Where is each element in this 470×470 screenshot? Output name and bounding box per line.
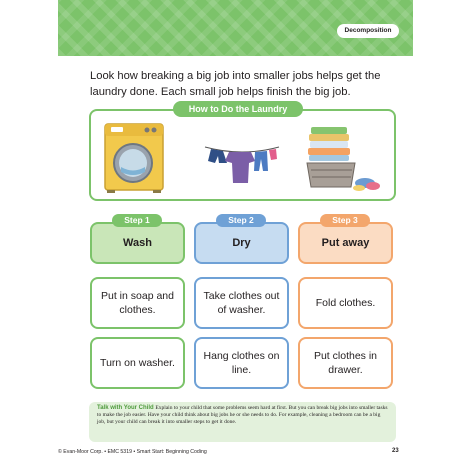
talk-text: Explain to your child that some problems seem hard at first. But you can break big jobs into smaller tasks to make the job easier. Have your child think about big jobs he or she needs to do. For example, cleaning a bedroom can be a big job, but your child can break it into smaller steps to get it done. <box>97 405 388 425</box>
clothesline-icon <box>203 137 281 187</box>
step-1-task-1: Put in soap and clothes. <box>90 277 185 329</box>
step-2-title: Dry <box>232 237 251 249</box>
step-2-task-1: Take clothes out of washer. <box>194 277 289 329</box>
washing-machine-icon <box>103 122 165 194</box>
laundry-title: How to Do the Laundry <box>173 101 303 117</box>
step-3-header <box>298 222 393 264</box>
step-1-label: Step 1 <box>112 214 162 227</box>
folded-clothes-basket-icon <box>303 123 383 193</box>
topic-tag: Decomposition <box>337 24 399 38</box>
step-3-task-1: Fold clothes. <box>298 277 393 329</box>
step-1-task-2: Turn on washer. <box>90 337 185 389</box>
step-2-task-2: Hang clothes on line. <box>194 337 289 389</box>
intro-text: Look how breaking a big job into smaller jobs helps get the laundry done. Each small job helps finish the big job. <box>90 70 381 98</box>
step-1-title: Wash <box>123 237 152 249</box>
page-number: 23 <box>392 448 399 454</box>
step-3-title: Put away <box>321 237 370 249</box>
step-1-header <box>90 222 185 264</box>
footer-credit: © Evan-Moor Corp. • EMC 5319 • Smart Start: Beginning Coding <box>58 449 207 455</box>
talk-with-child-box <box>89 402 396 442</box>
step-3-task-2: Put clothes in drawer. <box>298 337 393 389</box>
step-2-header <box>194 222 289 264</box>
talk-label: Talk with Your Child <box>97 405 156 411</box>
step-2-label: Step 2 <box>216 214 266 227</box>
step-3-label: Step 3 <box>320 214 370 227</box>
